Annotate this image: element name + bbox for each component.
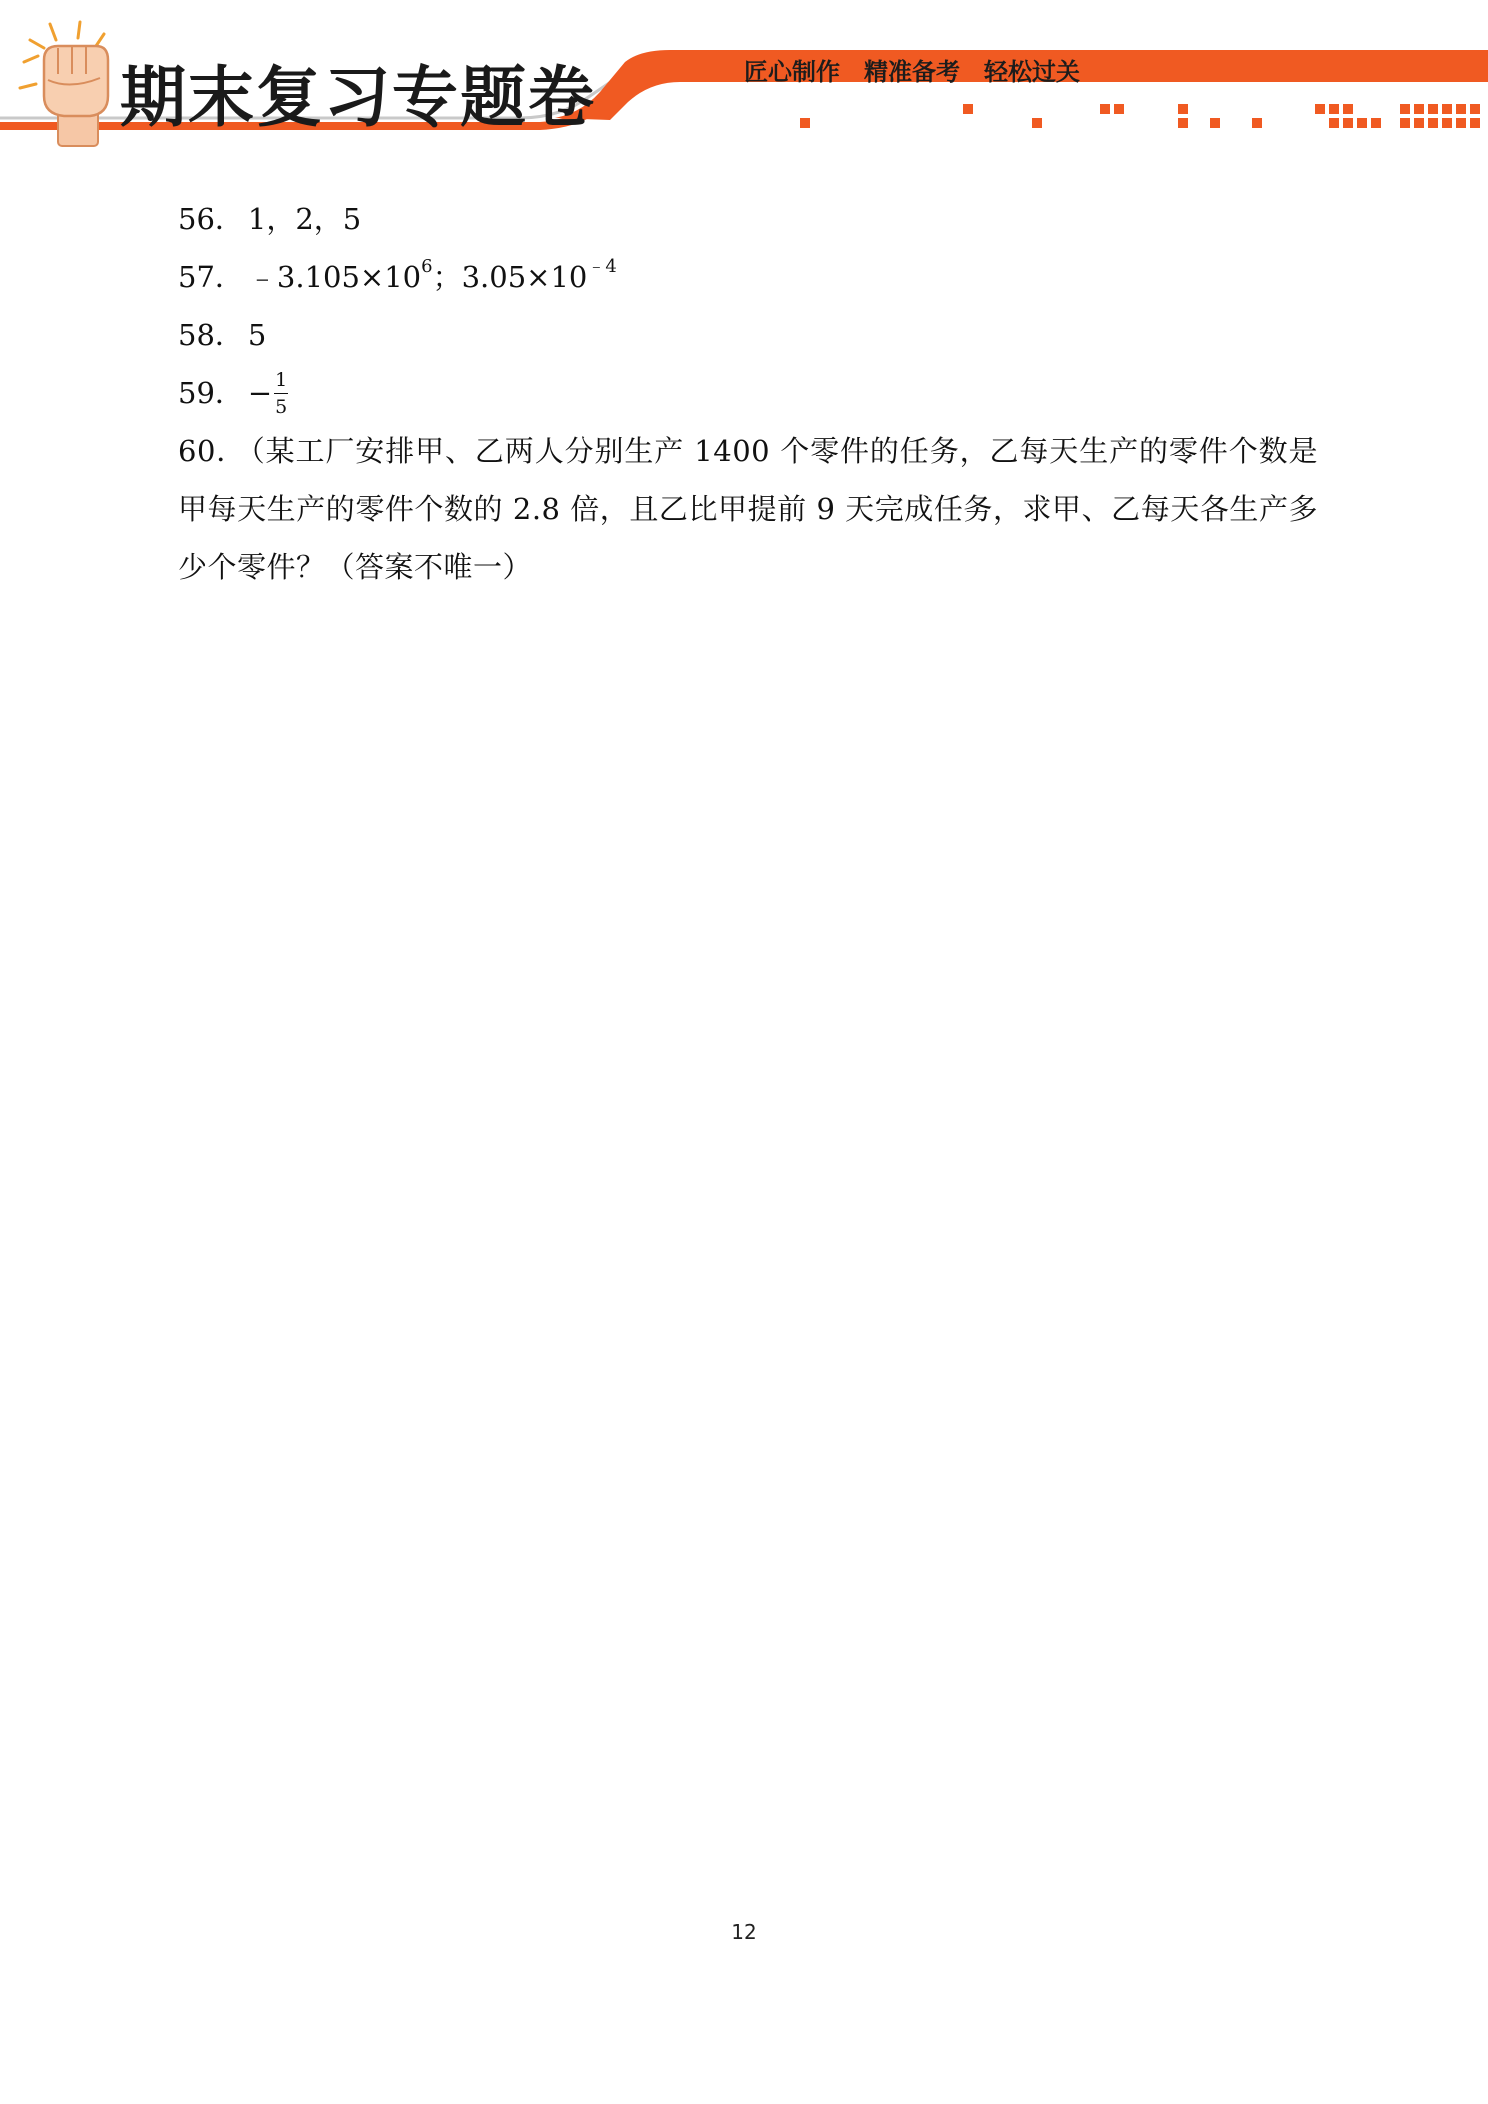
question-number: 57． bbox=[178, 260, 244, 294]
slogan-2: 精准备考 bbox=[864, 58, 960, 86]
answer-text: 1，2，5 bbox=[247, 202, 362, 236]
slogan-1: 匠心制作 bbox=[744, 58, 840, 86]
fraction-numerator: 1 bbox=[275, 368, 288, 391]
answer-58 bbox=[178, 306, 1318, 364]
answer-part-2: 3.05×10 bbox=[461, 260, 588, 294]
answer-list bbox=[178, 190, 1318, 596]
page-number: 12 bbox=[731, 1920, 757, 1944]
question-number: 60． bbox=[178, 434, 247, 468]
exponent-2: ﹣4 bbox=[587, 256, 617, 278]
answer-text: （某工厂安排甲、乙两人分别生产 1400 个零件的任务，乙每天生产的零件个数是甲每天生产的零件个数的 2.8 倍，且乙比甲提前 9 天完成任务，求甲、乙每天各生产多少个零件？（答案不唯一） bbox=[178, 434, 1318, 584]
fraction-denominator: 5 bbox=[275, 395, 288, 418]
answer-separator: ； bbox=[432, 260, 462, 294]
answer-59 bbox=[178, 364, 1318, 422]
answer-60 bbox=[178, 422, 1318, 596]
answer-56 bbox=[178, 190, 1318, 248]
question-number: 56． bbox=[178, 202, 244, 236]
header-slogans bbox=[744, 52, 1080, 87]
question-number: 59． bbox=[178, 376, 244, 410]
exponent-1: 6 bbox=[421, 256, 433, 278]
fraction-bar bbox=[274, 393, 288, 394]
minus-sign: − bbox=[247, 376, 273, 410]
answer-part-1: ﹣3.105×10 bbox=[247, 260, 422, 294]
fraction bbox=[274, 369, 288, 418]
answer-text: 5 bbox=[247, 318, 267, 352]
pixel-squares-decoration bbox=[800, 104, 1480, 128]
page-header bbox=[0, 0, 1488, 150]
answer-57 bbox=[178, 248, 1318, 306]
document-title: 期末复习专题卷 bbox=[120, 59, 596, 136]
slogan-3: 轻松过关 bbox=[984, 58, 1080, 86]
question-number: 58． bbox=[178, 318, 244, 352]
